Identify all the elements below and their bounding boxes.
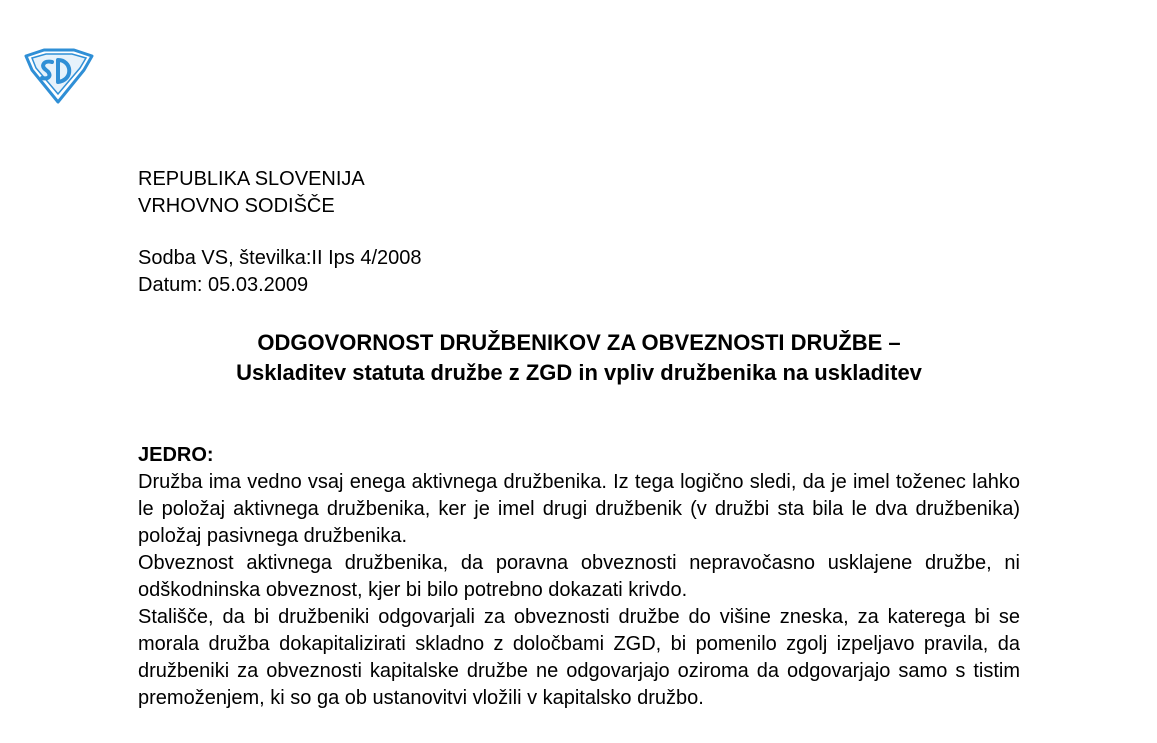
court-header: [138, 166, 365, 220]
case-number: Sodba VS, številka:II Ips 4/2008: [138, 247, 422, 269]
court-logo: [22, 48, 96, 104]
title-line-2: Uskladitev statuta družbe z ZGD in vpliv družbenika na uskladitev: [236, 360, 922, 385]
case-date: Datum: 05.03.2009: [138, 274, 309, 296]
country-name: REPUBLIKA SLOVENIJA: [138, 168, 365, 190]
jedro-paragraph-2: Obveznost aktivnega družbenika, da poravna obveznosti nepravočasno usklajene družbe, ni odškodninska obveznost, kjer bi bilo potrebno dokazati krivdo.: [138, 552, 1020, 601]
jedro-section: [138, 442, 1020, 712]
court-shield-logo-icon: [22, 48, 96, 104]
title-line-1: ODGOVORNOST DRUŽBENIKOV ZA OBVEZNOSTI DRUŽBE –: [257, 330, 901, 355]
jedro-heading: JEDRO:: [138, 444, 214, 466]
document-title: [120, 328, 1038, 388]
case-meta: [138, 245, 422, 299]
jedro-paragraph-1: Družba ima vedno vsaj enega aktivnega družbenika. Iz tega logično sledi, da je imel toženec lahko le položaj aktivnega družbenika, ker je imel drugi družbenik (v družbi sta bila le dva družbenika) položaj pasivnega družbenika.: [138, 471, 1020, 547]
jedro-paragraph-3: Stališče, da bi družbeniki odgovarjali za obveznosti družbe do višine zneska, za katerega bi se morala družba dokapitalizirati skladno z določbami ZGD, bi pomenilo zgolj izpeljavo pravila, da družbeniki za obveznosti kapitalske družbe ne odgovarjajo oziroma da odgovarjajo samo s tistim premoženjem, ki so ga ob ustanovitvi vložili v kapitalsko družbo.: [138, 606, 1020, 709]
court-name: VRHOVNO SODIŠČE: [138, 195, 335, 217]
